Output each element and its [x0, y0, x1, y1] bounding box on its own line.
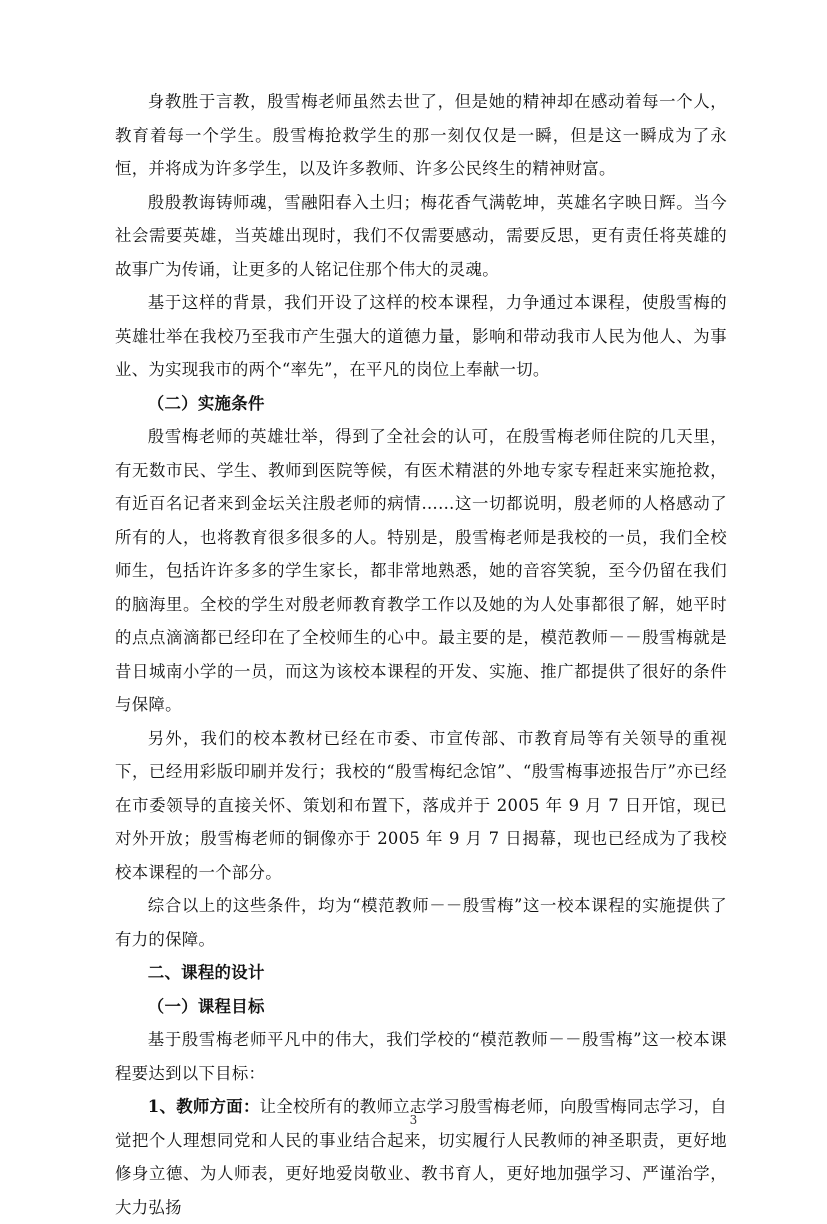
section-heading-implementation-conditions: （二）实施条件: [147, 393, 265, 413]
page-number: 3: [409, 1113, 418, 1127]
paragraph-6: 综合以上的这些条件，均为“模范教师－－殷雪梅”这一校本课程的实施提供了有力的保障。: [115, 896, 727, 949]
paragraph-3: 基于这样的背景，我们开设了这样的校本课程，力争通过本课程，使殷雪梅的英雄壮举在我校乃至我市产生强大的道德力量，影响和带动我市人民为他人、为事业、为实现我市的两个“率先”，在平凡的岗位上奉献一切。: [115, 293, 727, 379]
document-body: [115, 85, 727, 1224]
section-heading-course-goals: （一）课程目标: [147, 996, 265, 1016]
paragraph-8-text: 让全校所有的教师立志学习殷雪梅老师，向殷雪梅同志学习，自觉把个人理想同党和人民的事业结合起来，切实履行人民教师的神圣职责，更好地修身立德、为人师表，更好地爱岗敬业、教书育人，更好地加强学习、严谨治学，大力弘扬: [115, 1097, 727, 1217]
paragraph-7: 基于殷雪梅老师平凡中的伟大，我们学校的“模范教师－－殷雪梅”这一校本课程要达到以下目标：: [115, 1030, 727, 1083]
paragraph-1: 身教胜于言教，殷雪梅老师虽然去世了，但是她的精神却在感动着每一个人，教育着每一个学生。殷雪梅抢救学生的那一刻仅仅是一瞬，但是这一瞬成为了永恒，并将成为许多学生，以及许多教师、许多公民终生的精神财富。: [115, 92, 727, 178]
paragraph-4: 殷雪梅老师的英雄壮举，得到了全社会的认可，在殷雪梅老师住院的几天里，有无数市民、学生、教师到医院等候，有医术精湛的外地专家专程赶来实施抢救，有近百名记者来到金坛关注殷老师的病情……这一切都说明，殷老师的人格感动了所有的人，也将教育很多很多的人。特别是，殷雪梅老师是我校的一员，我们全校师生，包括许许多多的学生家长，都非常地熟悉，她的音容笑貌，至今仍留在我们的脑海里。全校的学生对殷老师教育教学工作以及她的为人处事都很了解，她平时的点点滴滴都已经印在了全校师生的心中。最主要的是，模范教师－－殷雪梅就是昔日城南小学的一员，而这为该校本课程的开发、实施、推广都提供了很好的条件与保障。: [115, 427, 727, 714]
paragraph-lead-teachers: 1、教师方面：: [147, 1097, 260, 1116]
paragraph-2: 殷殷教诲铸师魂，雪融阳春入土归；梅花香气满乾坤，英雄名字映日辉。当今社会需要英雄，当英雄出现时，我们不仅需要感动，需要反思，更有责任将英雄的故事广为传诵，让更多的人铭记住那个伟大的灵魂。: [115, 192, 727, 279]
chapter-heading-course-design: 二、课程的设计: [147, 963, 265, 982]
paragraph-5: 另外，我们的校本教材已经在市委、市宣传部、市教育局等有关领导的重视下，已经用彩版印刷并发行；我校的“殷雪梅纪念馆”、“殷雪梅事迹报告厅”亦已经在市委领导的直接关怀、策划和布置下，落成并于 2005 年 9 月 7 日开馆，现已对外开放；殷雪梅老师的铜像亦于 2005 年 9 月 7 日揭幕，现也已经成为了我校校本课程的一个部分。: [115, 728, 727, 882]
paragraph-8: [115, 1090, 727, 1224]
